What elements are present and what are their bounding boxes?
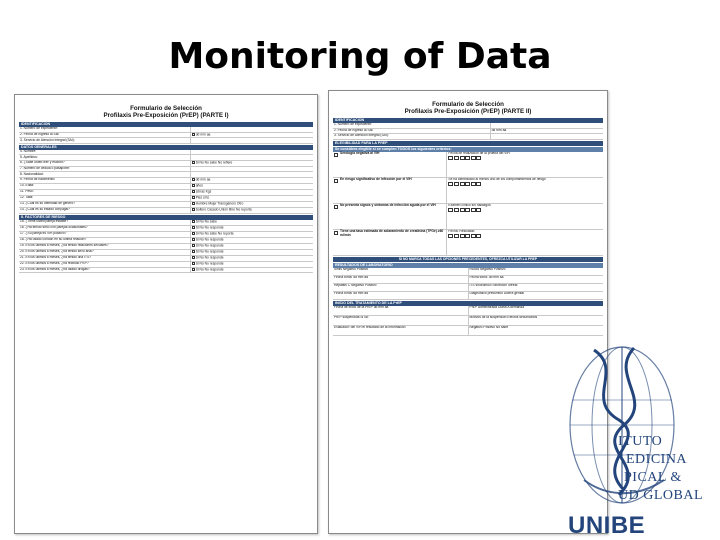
criteria-row [333,152,603,178]
lab-cell-right[interactable]: Diagnóstico presuntivo Úlcera genital [468,292,604,299]
treatment-row [333,326,603,336]
checkbox[interactable] [192,268,195,271]
date-digit-box[interactable] [476,182,481,186]
date-digit-box[interactable] [454,156,459,160]
treatment-cell-left[interactable]: PrEP suspendida Si No [334,315,369,319]
date-boxes[interactable] [448,182,602,187]
answer-options: Libras Kgs [195,189,212,194]
checkbox[interactable] [192,244,195,247]
answer-field[interactable]: dd mm aa [490,129,603,134]
form-subtitle: Profilaxis Pre-Exposición (PrEP) (PARTE II) [404,108,532,115]
date-digit-box[interactable] [448,208,453,212]
question-label: 2. Fecha de ingreso al Sai: [334,128,374,132]
answer-options: Si No No responde [195,261,224,266]
question-label: 22. En los últimos 6 meses, ¿ha recibido PEP? [20,261,89,265]
lab-cell-right[interactable]: RDIAs Negativo Positivo [468,268,604,275]
criteria-detail [446,152,603,177]
question-label: 10. Edad: [20,183,35,188]
logo-text-line: ITUTO [618,434,663,449]
question-label: 18. ¿Ha usado condón en su última relación? [20,237,87,241]
answer-field[interactable] [190,250,313,255]
eligibility-criteria [329,152,607,256]
criteria-label: No presenta signos y síntomas de infección aguda por el VIH [340,203,436,208]
answer-field[interactable] [190,127,313,132]
form-row [333,134,603,140]
answer-options: Pies cms [195,195,210,200]
answer-field[interactable] [490,123,603,128]
checkbox[interactable] [192,226,195,229]
answer-field[interactable] [190,155,313,160]
date-digit-box[interactable] [460,234,465,238]
checkbox[interactable] [334,153,338,157]
answer-options: dd mm aa [195,177,211,182]
checkbox[interactable] [192,161,195,164]
answer-field[interactable] [190,172,313,177]
question-label: 20. En los últimos 6 meses, ¿ha tenido sexo anal? [20,249,94,253]
criteria-check[interactable] [333,230,446,255]
checkbox[interactable] [192,184,195,187]
logo-text-line: UD GLOBAL [618,488,703,503]
question-label: 1. Número de expediente: [334,123,372,127]
answer-options: Si No No sabe No reporta [195,231,234,236]
question-label: 23. En los últimos 6 meses, ¿ha usado drogas? [20,267,90,271]
question-label: 6. ¿Sabe usted leer y escribir? [20,160,65,165]
answer-options: Si No No responde [195,243,224,248]
identification-rows [329,123,607,140]
date-boxes[interactable] [448,208,602,213]
question-label: 5. Apellidos: [20,155,38,159]
answer-field[interactable] [490,134,603,139]
criteria-detail [446,204,603,229]
answer-options: Si No No responde [195,267,224,272]
date-digit-box[interactable] [448,234,453,238]
answer-field[interactable] [190,167,313,172]
checkbox[interactable] [192,178,195,181]
date-digit-box[interactable] [465,156,470,160]
treatment-cell-right[interactable]: Negativo Positivo No sabe [468,326,604,335]
criteria-detail-text: Fecha: Resultado: [448,229,476,234]
answer-field[interactable] [190,238,313,243]
criteria-detail-text: Se ha identificado al menos uno de los comportamientos de riesgo [448,177,546,182]
date-digit-box[interactable] [460,208,465,212]
answer-field[interactable] [190,184,313,189]
answer-field[interactable] [190,256,313,261]
question-label: 16. ¿Ha tenido sexo con parejas ocasionales? [20,225,88,230]
question-label: 12. Talla: [20,195,34,200]
date-digit-box[interactable] [465,234,470,238]
section-header: IDENTIFICACION [333,118,603,123]
answer-options: Si No No sabe [195,219,217,224]
checkbox[interactable] [334,205,338,209]
answer-options: Si No No responde [195,237,224,242]
answer-options: Si No No responde [195,225,224,230]
section-subheader: Se considera elegible si se cumplen TODOS los siguientes criterios: [333,147,603,152]
answer-field[interactable] [190,220,313,225]
answer-options: Hombre Mujer Transgénero Otro [195,201,244,206]
lab-results [329,268,607,300]
answer-field[interactable] [190,133,313,138]
answer-options: años [195,183,203,188]
question-label: 4. Nombre: [20,149,37,154]
criteria-detail [446,178,603,203]
warning-banner: SI NO MARCA TODAS LAS OPCIONES PRECEDENTES, OFREZCA UTILIZAR LA PREP [333,257,603,262]
slide-title: Monitoring of Data [168,36,552,77]
date-digit-box[interactable] [471,208,476,212]
criteria-check[interactable] [333,204,446,229]
date-digit-box[interactable] [476,156,481,160]
criteria-label: En riesgo significativo de infección por el VIH [340,177,412,182]
question-label: 3. Servicio de Atención Integral (SAI): [20,138,75,142]
answer-field[interactable] [190,178,313,183]
date-digit-box[interactable] [471,234,476,238]
question-label: 19. En los últimos 6 meses, ¿ha tenido relaciones sexuales? [20,243,109,247]
checkbox[interactable] [192,256,195,259]
checkbox[interactable] [192,262,195,265]
answer-options: Si No No responde [195,249,224,254]
date-digit-box[interactable] [460,156,465,160]
treatment-cell-left[interactable]: Fecha de inicio de la PrEP dd mm aa [334,305,389,309]
criteria-label: Serologia negativa al VIH [340,151,380,156]
answer-field[interactable] [190,244,313,249]
lab-row [333,276,603,284]
answer-field[interactable] [190,196,313,201]
treatment-row [333,306,603,316]
answer-options: Si No No sabe No refiere [195,160,233,165]
checkbox[interactable] [334,231,338,235]
date-digit-box[interactable] [448,156,453,160]
form-row [19,268,313,274]
question-label: 1. Número de expediente: [20,127,58,131]
answer-field[interactable] [190,226,313,231]
criteria-label: Tiene una tasa estimada de aclaramiento de creatinina (TFGe) ≥60 ml/min [340,229,444,237]
date-digit-box[interactable] [471,156,476,160]
section-header: RESULTADOS DE LABORATORIO [333,263,603,268]
lab-cell-left[interactable]: Sífilis Negativo Positivo [334,267,369,271]
date-digit-box[interactable] [476,208,481,212]
checkbox[interactable] [192,133,195,136]
treatment-cell-left[interactable]: Evaluador: del VIH el resultado de la información [334,325,406,329]
lab-row [333,284,603,292]
date-digit-box[interactable] [465,208,470,212]
question-label: 7. Número de cédula o pasaporte: [20,166,70,171]
date-digit-box[interactable] [454,182,459,186]
lab-cell-left[interactable]: Fecha toma: dd mm aa [334,291,368,295]
answer-field[interactable] [190,202,313,207]
checkbox[interactable] [192,238,195,241]
date-digit-box[interactable] [476,234,481,238]
question-label: 9. Fecha de nacimiento: [20,177,56,182]
logo-text-line: PICAL & [624,470,682,485]
question-label: 21. En los últimos 6 meses, ¿ha tenido una ITS? [20,255,92,259]
answer-field[interactable] [190,138,313,143]
checkbox[interactable] [192,196,195,199]
date-boxes[interactable] [448,156,602,161]
section-header: II. FACTORES DE RIESGO [19,215,313,220]
section-header: ELEGIBILIDAD PARA LA PREP [333,141,603,146]
question-label: 14. ¿Cuál es su estado conyugal? [20,207,70,212]
question-label: 2. Fecha de ingreso al Sai: [20,132,60,136]
checkbox[interactable] [192,250,195,253]
answer-field[interactable] [190,232,313,237]
form-row [19,208,313,214]
question-label: 13. ¿Cuál es su identidad de género? [20,201,75,206]
institution-logo [564,330,720,540]
treatment-cell-right[interactable]: PrEP Administrada Diaria A demanda [468,306,604,315]
answer-options: dd mm aa [195,132,211,137]
logo-brand: UNIBE [568,512,646,539]
section-header: DATOS GENERALES [19,145,313,150]
criteria-detail-text: Examen clínico sin hallazgos [448,203,491,208]
question-label: 3. Servicio de Atención Integral (SAI): [334,134,389,138]
answer-field[interactable] [190,190,313,195]
answer-field[interactable] [190,268,313,273]
date-boxes[interactable] [448,234,602,239]
lab-row [333,292,603,300]
lab-cell-right[interactable]: Fecha toma: dd mm aa [468,276,604,283]
answer-options: Soltero Casado Unión libre No reporta [195,207,252,212]
form-row [19,138,313,144]
question-label: 11. Peso: [20,189,34,194]
date-digit-box[interactable] [448,182,453,186]
date-digit-box[interactable] [454,208,459,212]
answer-field[interactable] [190,150,313,155]
checkbox[interactable] [192,190,195,193]
section-header: INICIO DEL TRATAMIENTO DE LA PrEP [333,301,603,306]
form-title: Formulario de Selección [130,105,202,112]
criteria-detail [446,230,603,255]
question-label: 8. Nacionalidad: [20,172,44,176]
criteria-detail-text: Fecha de realización de la prueba del VIH [448,151,510,156]
checkbox[interactable] [192,208,195,211]
question-label: 17. ¿Su pareja es VIH positivo? [20,231,67,235]
question-label: 15. ¿Tiene usted pareja estable? [20,219,69,224]
form-title: Formulario de Selección [432,101,504,108]
answer-options: Si No No responde [195,255,224,260]
lab-cell-right[interactable]: ITS sindrómico Secreción uretral [468,284,604,291]
answer-field[interactable] [190,262,313,267]
lab-cell-left[interactable]: Hepatitis C Negativo Positivo [334,283,377,287]
date-digit-box[interactable] [465,182,470,186]
criteria-row [333,204,603,230]
treatment-cell-right[interactable]: Motivos de la suspensión Efectos secundarios [468,316,604,325]
criteria-row [333,178,603,204]
form-subtitle: Profilaxis Pre-Exposición (PrEP) (PARTE I) [103,112,229,119]
date-digit-box[interactable] [454,234,459,238]
treatment-row [333,316,603,326]
form-sections [15,122,317,273]
form-page-part-1 [14,94,318,534]
date-digit-box[interactable] [460,182,465,186]
logo-text-line: EDICINA [626,452,688,467]
section-header: IDENTIFICACION [19,122,313,127]
checkbox[interactable] [334,179,338,183]
criteria-row [333,230,603,256]
answer-field[interactable] [190,208,313,213]
date-digit-box[interactable] [471,182,476,186]
answer-field[interactable] [190,161,313,166]
checkbox[interactable] [192,220,195,223]
lab-row [333,268,603,276]
checkbox[interactable] [192,202,195,205]
criteria-check[interactable] [333,178,446,203]
checkbox[interactable] [192,232,195,235]
criteria-check[interactable] [333,152,446,177]
lab-cell-left[interactable]: Fecha toma: dd mm aa [334,275,368,279]
